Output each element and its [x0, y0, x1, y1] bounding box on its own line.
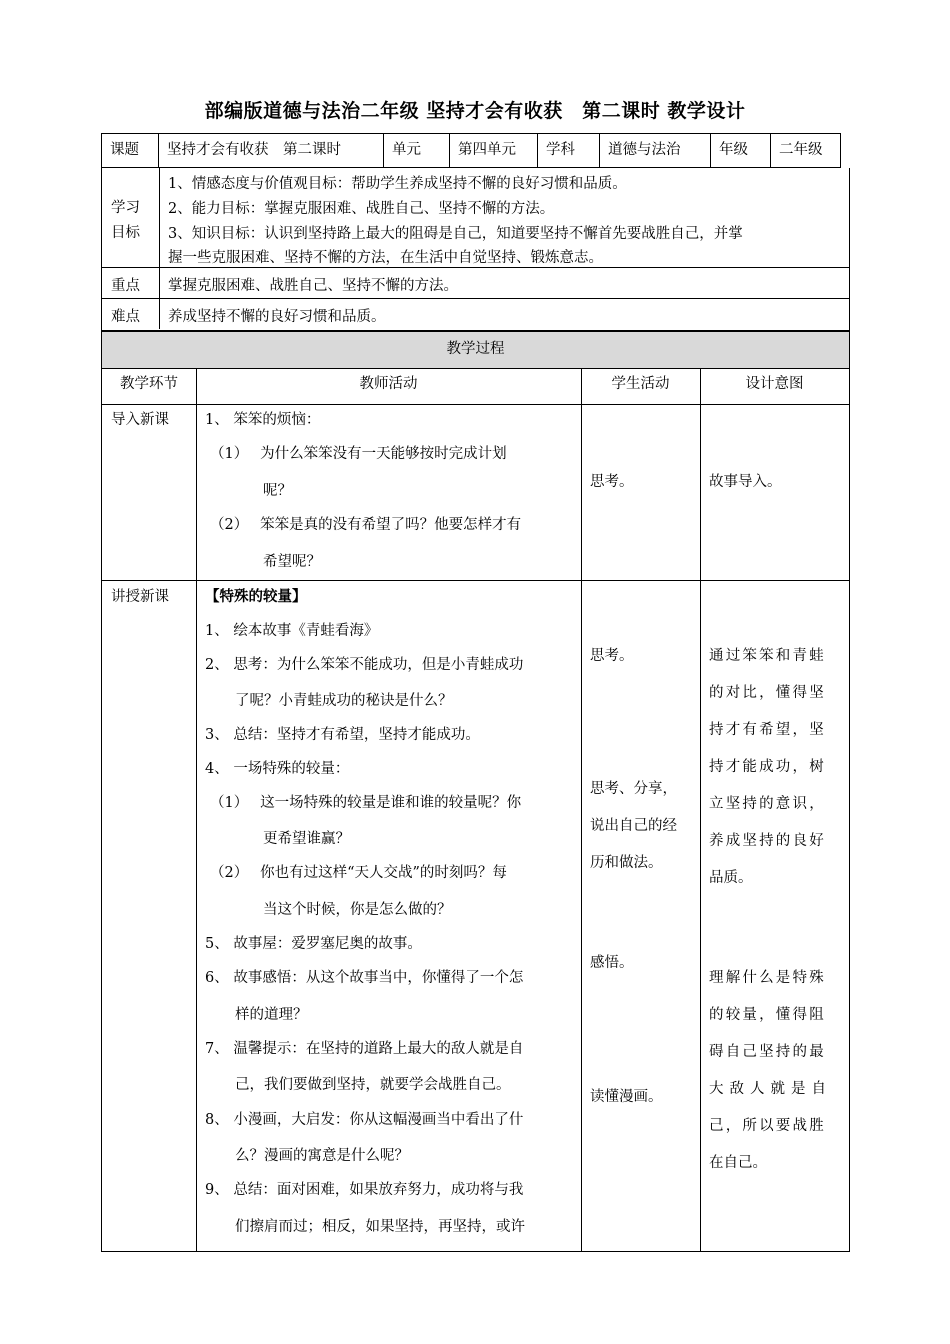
design-intent: 品质。: [709, 870, 753, 886]
design-intent: 的较量，懂得阻: [709, 1007, 826, 1023]
teacher-line: 6、 故事感悟：从这个故事当中，你懂得了一个怎: [205, 970, 524, 986]
design-intent: 碍自己坚持的最: [709, 1044, 826, 1060]
process-table: [101, 331, 850, 1252]
design-intent: 在自己。: [709, 1155, 767, 1171]
teacher-line: 1、 绘本故事《青蛙看海》: [205, 623, 379, 639]
teacher-line: 当这个时候，你是怎么做的？: [263, 902, 452, 918]
teacher-line: 呢？: [263, 483, 292, 499]
topic-value: 坚持才会有收获 第二课时: [159, 134, 384, 167]
teacher-line: 5、 故事屋：爱罗塞尼奥的故事。: [205, 936, 422, 952]
design-intent: 立坚持的意识，: [709, 796, 826, 812]
objective-line: 握一些克服困难、坚持不懈的方法，在生活中自觉坚持、锻炼意志。: [168, 250, 603, 266]
design-intent: 大敌人就是自: [709, 1081, 832, 1097]
objective-line: 1、情感态度与价值观目标：帮助学生养成坚持不懈的良好习惯和品质。: [168, 176, 627, 192]
student-activity: 思考。: [590, 474, 634, 490]
page-title: 部编版道德与法治二年级 坚持才会有收获 第二课时 教学设计: [204, 100, 746, 122]
objectives-table: [101, 168, 850, 331]
difficulty-label: 难点: [111, 309, 140, 325]
section-heading: 【特殊的较量】: [205, 588, 307, 605]
teacher-line: 8、 小漫画，大启发：你从这幅漫画当中看出了什: [205, 1112, 524, 1128]
teacher-line: 7、 温馨提示：在坚持的道路上最大的敌人就是自: [205, 1041, 524, 1057]
teacher-line: （2） 你也有过这样“天人交战”的时刻吗？每: [210, 865, 507, 881]
process-title: 教学过程: [102, 332, 849, 369]
teacher-line: 希望呢？: [263, 554, 321, 570]
student-activity: 思考。: [590, 648, 634, 664]
student-activity: 读懂漫画。: [590, 1089, 663, 1105]
objectives-label-1: 学习: [111, 200, 140, 216]
teacher-line: （2） 笨笨是真的没有希望了吗？他要怎样才有: [210, 517, 522, 533]
topic-label: 课题: [102, 134, 159, 167]
teacher-line: 9、 总结：面对困难，如果放弃努力，成功将与我: [205, 1182, 524, 1198]
teacher-line: 们擦肩而过；相反，如果坚持，再坚持，或许: [235, 1219, 525, 1235]
subject-value: 道德与法治: [600, 134, 711, 167]
header-intent: 设计意图: [745, 376, 804, 392]
teacher-line: 3、 总结：坚持才有希望，坚持才能成功。: [205, 727, 480, 743]
student-activity: 感悟。: [590, 955, 634, 971]
grade-label: 年级: [711, 134, 771, 167]
header-student: 学生活动: [611, 376, 670, 392]
student-activity: 历和做法。: [590, 855, 663, 871]
objectives-label-2: 目标: [111, 225, 140, 241]
student-activity: 思考、分享，: [590, 781, 677, 797]
grade-value: 二年级: [779, 142, 823, 158]
objective-line: 2、能力目标：掌握克服困难、战胜自己、坚持不懈的方法。: [168, 201, 555, 217]
teacher-line: 了呢？小青蛙成功的秘诀是什么？: [235, 693, 453, 709]
teacher-line: （1） 这一场特殊的较量是谁和谁的较量呢？你: [210, 795, 522, 811]
header-stage: 教学环节: [120, 376, 178, 392]
unit-label: 单元: [384, 134, 450, 167]
stage-intro: 导入新课: [111, 412, 169, 428]
teacher-line: 么？漫画的寓意是什么呢？: [235, 1148, 409, 1164]
subject-label: 学科: [538, 134, 600, 167]
teacher-line: 己，我们要做到坚持，就要学会战胜自己。: [235, 1077, 511, 1093]
key-point-label: 重点: [111, 278, 140, 294]
teacher-line: 更希望谁赢？: [263, 831, 350, 847]
design-intent: 养成坚持的良好: [709, 833, 826, 849]
objective-line: 3、知识目标：认识到坚持路上最大的阻碍是自己，知道要坚持不懈首先要战胜自己，并掌: [168, 226, 743, 242]
teacher-line: （1） 为什么笨笨没有一天能够按时完成计划: [210, 446, 507, 462]
stage-new: 讲授新课: [111, 589, 169, 605]
teacher-line: 2、 思考：为什么笨笨不能成功，但是小青蛙成功: [205, 657, 524, 673]
teacher-line: 1、 笨笨的烦恼：: [205, 412, 321, 428]
header-teacher: 教师活动: [359, 376, 418, 392]
design-intent: 故事导入。: [709, 474, 782, 490]
teacher-line: 4、 一场特殊的较量：: [205, 761, 350, 777]
teacher-line: 样的道理？: [235, 1007, 308, 1023]
design-intent: 的对比，懂得坚: [709, 685, 826, 701]
design-intent: 通过笨笨和青蛙: [709, 648, 826, 664]
info-table: [101, 133, 841, 168]
unit-value: 第四单元: [450, 134, 538, 167]
design-intent: 理解什么是特殊: [709, 970, 826, 986]
design-intent: 持才能成功，树: [709, 759, 826, 775]
difficulty-text: 养成坚持不懈的良好习惯和品质。: [168, 309, 386, 325]
design-intent: 持才有希望，坚: [709, 722, 826, 738]
student-activity: 说出自己的经: [590, 818, 677, 834]
design-intent: 己，所以要战胜: [709, 1118, 826, 1134]
key-point-text: 掌握克服困难、战胜自己、坚持不懈的方法。: [168, 278, 458, 294]
